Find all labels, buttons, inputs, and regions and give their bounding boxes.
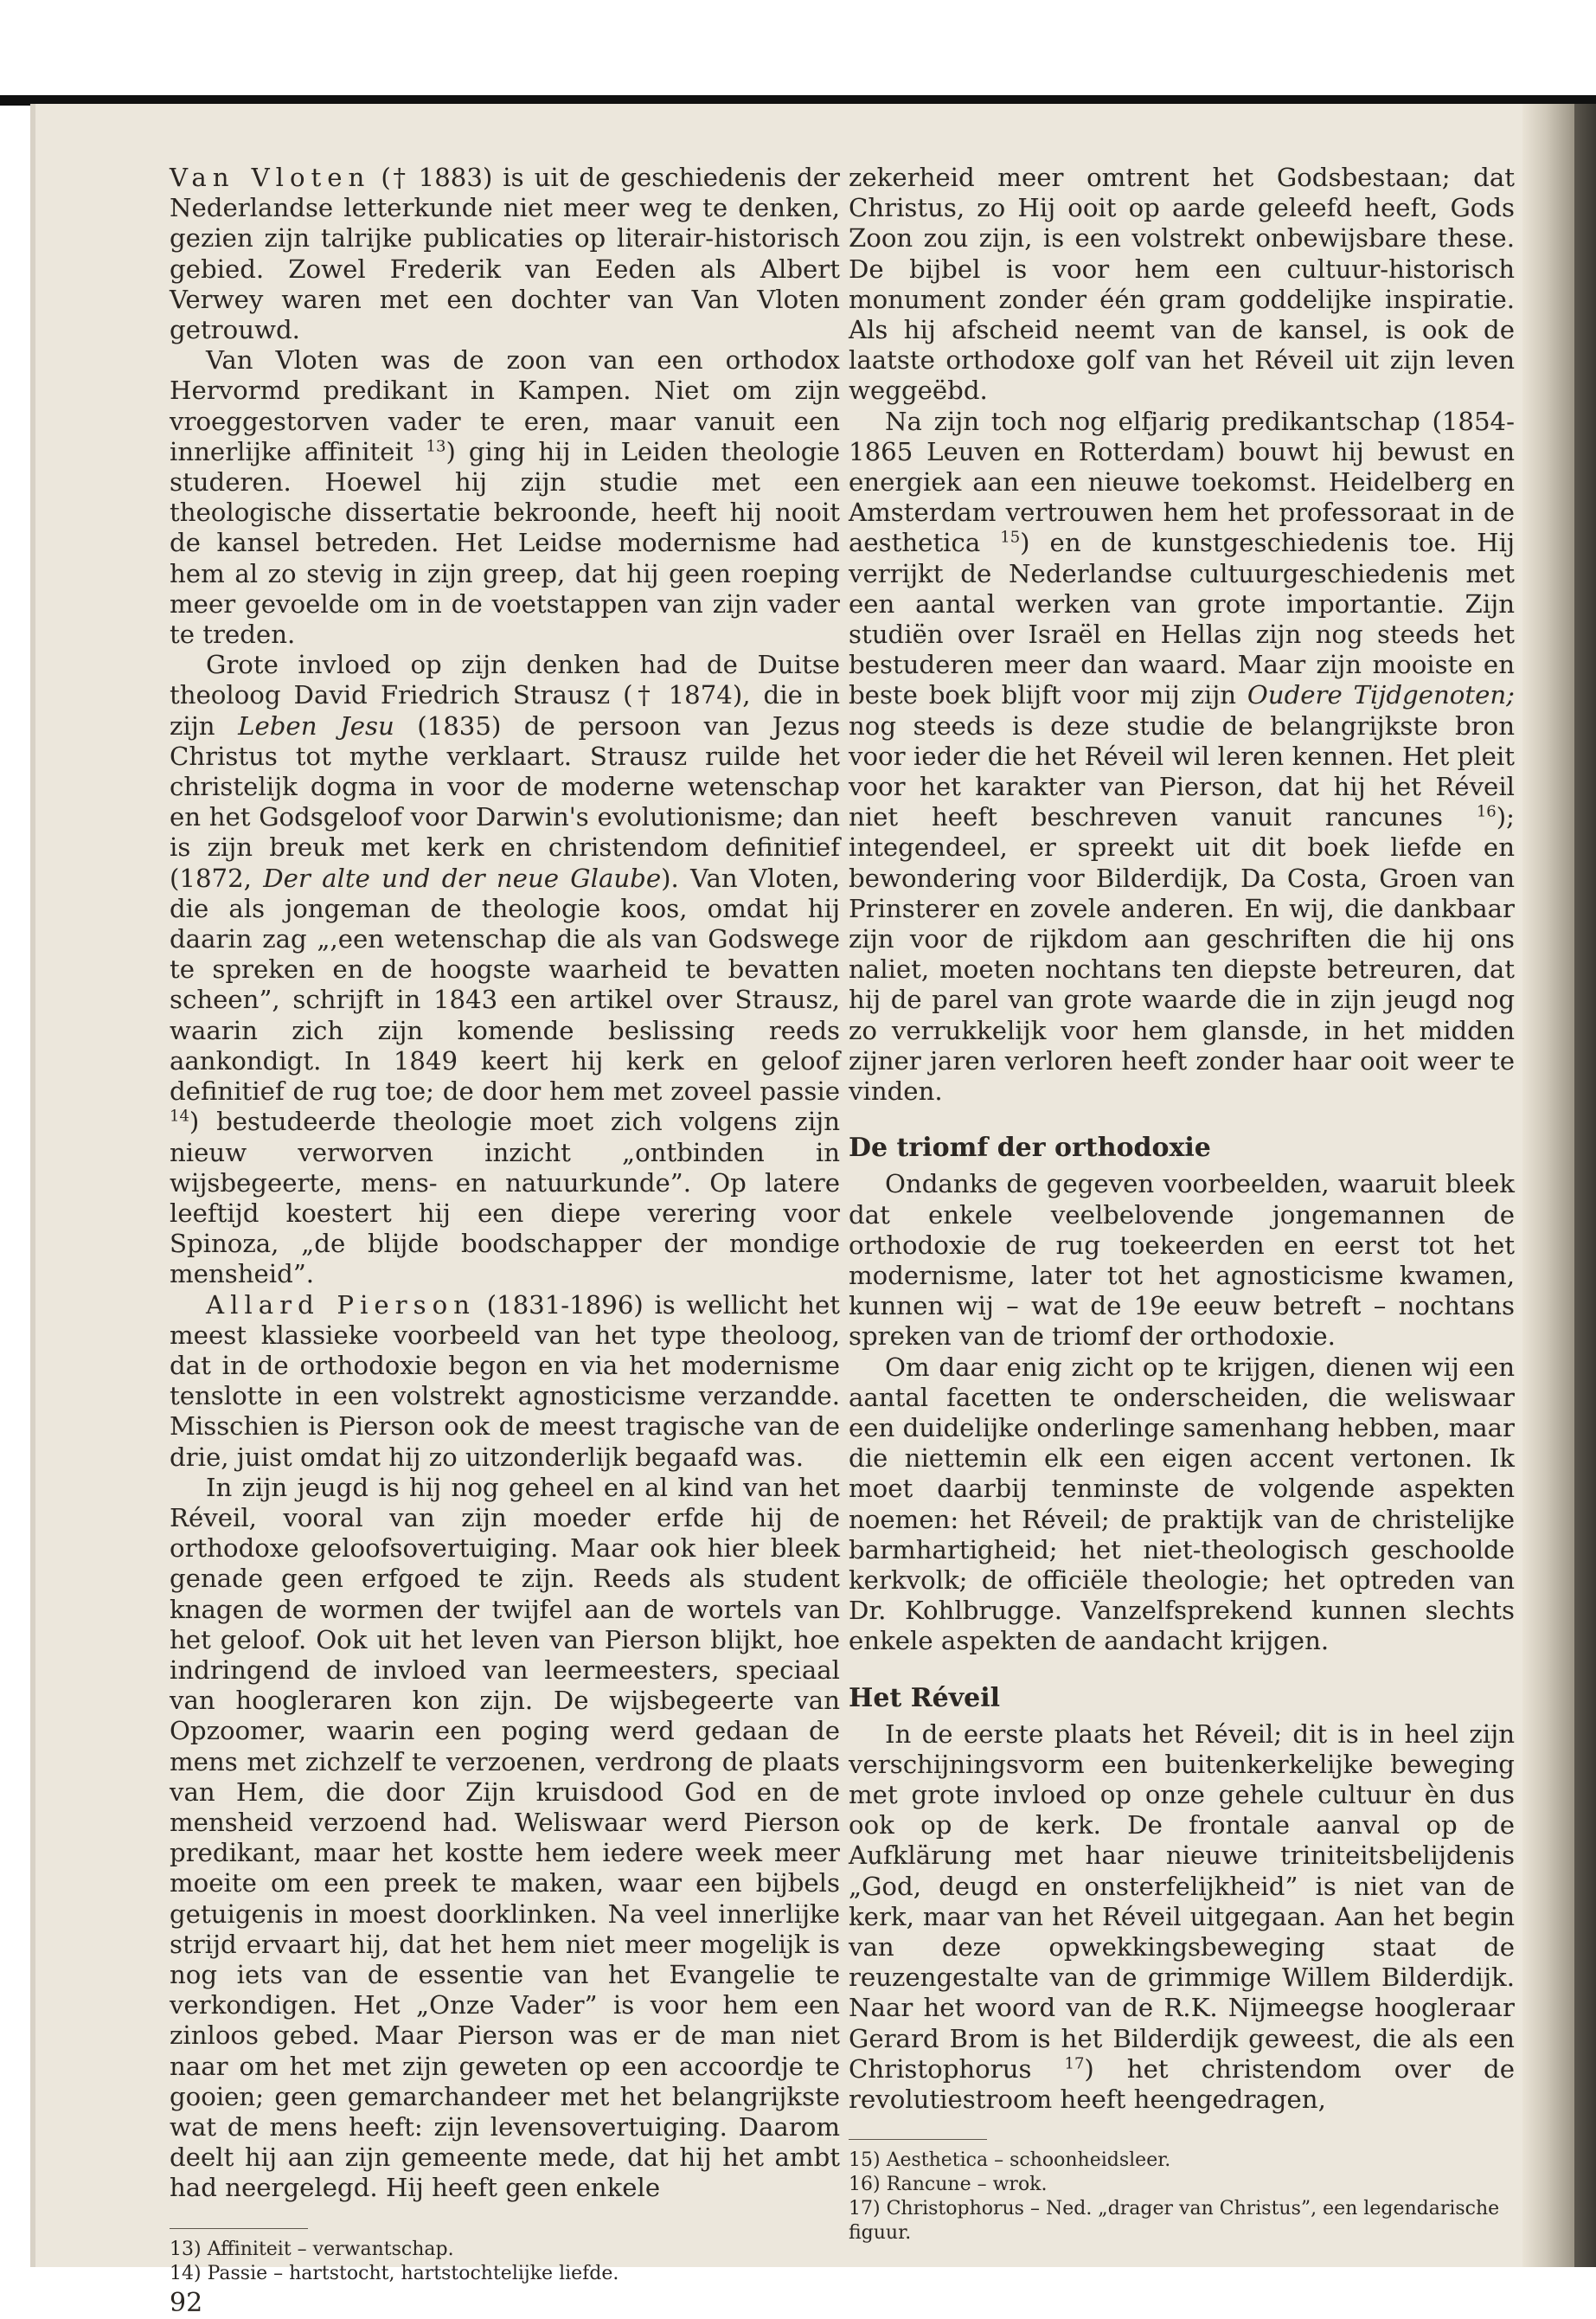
footnote-divider (849, 2139, 987, 2140)
title-oudere-tijdgenoten: Oudere Tijdgenoten; (1247, 680, 1516, 710)
footnote-divider (170, 2228, 308, 2229)
paragraph-van-vloten-study: Van Vloten was de zoon van een orthodox Hervormd predikant in Kampen. Niet om zijn vroeggestorven vader te eren, maar vanuit een innerlijke affiniteit $^{13}$) ging hij in Leiden theologie studeren. Hoewel hij zijn studie met een theologische dissertatie bekroonde, heeft hij nooit de kansel betreden. Het Leidse modernisme had hem al zo stevig in zijn greep, dat hij geen roeping meer gevoelde om in de voetstappen van zijn vader te treden. (170, 345, 840, 650)
paragraph-strausz: Grote invloed op zijn denken had de Duitse theoloog David Friedrich Strausz († 1874), die in zijn Leben Jesu (1835) de persoon van Jezus Christus tot mythe verklaart. Strausz ruilde het christelijk dogma in voor de moderne wetenschap en het Godsgeloof voor Darwin's evolutionisme; dan is zijn breuk met kerk en christendom definitief (1872, Der alte und der neue Glaube). Van Vloten, die als jongeman de theologie koos, omdat hij daarin zag „,een wetenschap die als van Godswege te spreken en de hoogste waarheid te bevatten scheen”, schrijft in 1843 een artikel over Strausz, waarin zich zijn komende beslissing reeds aankondigt. In 1849 keert hij kerk en geloof definitief de rug toe; de door hem met zoveel passie $^{14}$) bestudeerde theologie moet zich volgens zijn nieuw verworven inzicht „ontbinden in wijsbegeerte, mens- en natuurkunde”. Op latere leeftijd koestert hij een diepe verering voor Spinoza, „de blijde boodschapper der mondige mensheid”. (170, 650, 840, 1289)
footnote-ref-13: 13 (426, 437, 446, 456)
footnote-15: 15) Aesthetica – schoonheidsleer. (849, 2149, 1171, 2172)
paragraph-triomf-intro: Ondanks de gegeven voorbeelden, waaruit bleek dat enkele veelbelovende jongemannen de orthodoxie de rug toekeerden en eerst tot het modernisme, later tot het agnosticisme kwamen, kunnen wij – wat de 19e eeuw betreft – nochtans spreken van de triomf der orthodoxie. (849, 1169, 1515, 1352)
footnote-ref-14: 14 (170, 1107, 189, 1126)
paragraph-pierson-intro: Allard Pierson (1831-1896) is wellicht het meest klassieke voorbeeld van het type theoloog, dat in de orthodoxie begon en via het modernisme tenslotte in een volstrekt agnosticisme verzandde. Misschien is Pierson ook de meest tragische van de drie, juist omdat hij zo uitzonderlijk begaafd was. (170, 1289, 840, 1472)
footnote-16: 16) Rancune – wrok. (849, 2174, 1048, 2196)
title-leben-jesu: Leben Jesu (238, 710, 394, 741)
gutter-shadow (1522, 104, 1574, 2267)
footnote-13: 13) Affiniteit – verwantschap. (170, 2238, 454, 2260)
paragraph-pierson-career: Na zijn toch nog elfjarig predikantschap (1854-1865 Leuven en Rotterdam) bouwt hij bewust en energiek aan een nieuwe toekomst. Heidelberg en Amsterdam vertrouwen hem het professoraat in de aesthetica $^{15}$) en de kunstgeschiedenis toe. Hij verrijkt de Nederlandse cultuurgeschiedenis met een aantal werken van grote importantie. Zijn studiën over Israël en Hellas zijn nog steeds het bestuderen meer dan waard. Maar zijn mooiste en beste boek blijft voor mij zijn Oudere Tijdgenoten; nog steeds is deze studie de belangrijkste bron voor ieder die het Réveil wil leren kennen. Het pleit voor het karakter van Pierson, dat hij het Réveil niet heeft beschreven vanuit rancunes $^{16}$); integendeel, er spreekt uit dit boek liefde en bewondering voor Bilderdijk, Da Costa, Groen van Prinsterer en zovele anderen. En wij, die dankbaar zijn voor de rijkdom aan geschriften die hij ons naliet, moeten nochtans ten diepste betreuren, dat hij de parel van grote waarde die in zijn jeugd nog zo verrukkelijk voor hem glansde, in het midden zijner jaren verloren heeft zonder haar ooit weer te vinden. (849, 406, 1516, 1107)
page-number: 92 (170, 2287, 203, 2318)
name-van-vloten: Van Vloten (170, 163, 371, 192)
paragraph-pierson-youth: In zijn jeugd is hij nog geheel en al kind van het Réveil, vooral van zijn moeder erfde hij de orthodoxe geloofsovertuiging. Maar ook hier bleek genade geen erfgoed te zijn. Reeds als student knagen de wormen der twijfel aan de wortels van het geloof. Ook uit het leven van Pierson blijkt, hoe indringend de invloed van leermeesters, speciaal van hoogleraren kon zijn. De wijsbegeerte van Opzoomer, waarin een poging werd gedaan de mens met zichzelf te verzoenen, verdrong de plaats van Hem, die door Zijn kruisdood God en de mensheid verzoend had. Weliswaar werd Pierson predikant, maar het kostte hem iedere week meer moeite om een preek te maken, waar een bijbels getuigenis in moest doorklinken. Na veel innerlijke strijd ervaart hij, dat het hem niet meer mogelijk is nog iets van de essentie van het Evangelie te verkondigen. Het „Onze Vader” is voor hem een zinloos gebed. Maar Pierson was er de man niet naar om het met zijn geweten op een accoordje te gooien; geen gemarchandeer met het belangrijkste wat de mens heeft: zijn levensovertuiging. Daarom deelt hij aan zijn gemeente mede, dat hij het ambt had neergelegd. Hij heeft geen enkele (170, 1472, 840, 2203)
paragraph-reveil: In de eerste plaats het Réveil; dit is in heel zijn verschijningsvorm een buitenkerkelijke beweging met grote invloed op onze gehele cultuur èn dus ook op de kerk. De frontale aanval op de Aufklärung met haar nieuwe triniteitsbelijdenis „God, deugd en onsterfelijkheid” is niet van de kerk, maar van het Réveil uitgegaan. Aan het begin van deze opwekkingsbeweging staat de reuzengestalte van de grimmige Willem Bilderdijk. Naar het woord van de R.K. Nijmeegse hoogleraar Gerard Brom is het Bilderdijk geweest, die als een Christophorus $^{17}$) het christendom over de revolutiestroom heeft heengedragen, (849, 1718, 1516, 2114)
paragraph-facetten: Om daar enig zicht op te krijgen, dienen wij een aantal facetten te onderscheiden, die weliswaar een duidelijke onderlinge samenhang hebben, maar die niettemin elk een eigen accent vertonen. Ik moet daarbij tenminste de volgende aspekten noemen: het Réveil; de praktijk van de christelijke barmhartigheid; het niet-theologisch geschoolde kerkvolk; de officiële theologie; het optreden van Dr. Kohlbrugge. Vanzelfsprekend kunnen slechts enkele aspekten de aandacht krijgen. (849, 1352, 1515, 1656)
left-column (170, 163, 840, 2319)
section-heading-triomf: De triomf der orthodoxie (849, 1133, 1211, 1164)
name-allard-pierson: Allard Pierson (206, 1289, 476, 1320)
footnote-ref-17: 17 (1064, 2054, 1085, 2073)
footnote-ref-15: 15 (1000, 528, 1021, 547)
right-column (849, 163, 1515, 2245)
paragraph-van-vloten-intro: Van Vloten († 1883) is uit de geschiedenis der Nederlandse letterkunde niet meer weg te denken, gezien zijn talrijke publicaties op literair-historisch gebied. Zowel Frederik van Eeden als Albert Verwey waren met een dochter van Van Vloten getrouwd. (170, 163, 840, 345)
footnote-17: 17) Christophorus – Ned. „drager van Christus”, een legendarische figuur. (849, 2198, 1500, 2245)
book-page (30, 104, 1574, 2318)
footnote-14: 14) Passie – hartstocht, hartstochtelijke liefde. (170, 2262, 619, 2284)
title-der-alte-und-der-neue-glaube: Der alte und der neue Glaube (263, 863, 662, 893)
section-heading-reveil: Het Réveil (849, 1682, 1001, 1713)
paragraph-pierson-godsbestaan: zekerheid meer omtrent het Godsbestaan; dat Christus, zo Hij ooit op aarde geleefd heeft, Gods Zoon zou zijn, is een volstrekt onbewijsbare these. De bijbel is voor hem een cultuur-historisch monument zonder één gram goddelijke inspiratie. Als hij afscheid neemt van de kansel, is ook de laatste orthodoxe golf van het Réveil uit zijn leven weggeëbd. (849, 163, 1515, 406)
footnote-ref-16: 16 (1476, 802, 1497, 821)
